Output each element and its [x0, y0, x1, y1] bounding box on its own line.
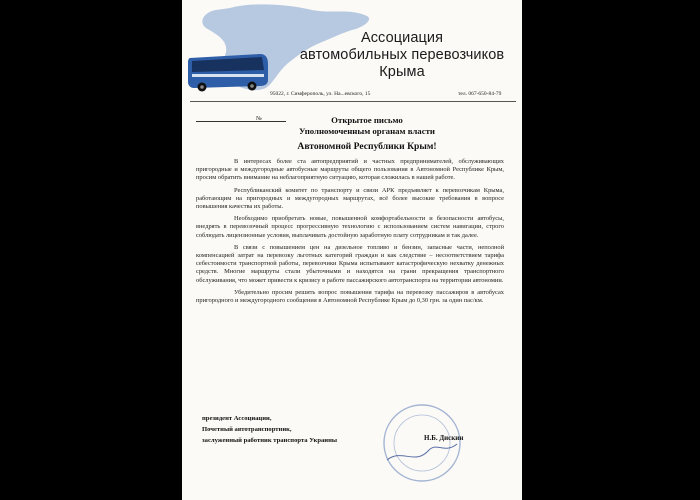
- letter-number-sign: №: [256, 116, 262, 122]
- address: 95022, г. Симферополь, ул. На...евского, 15: [270, 91, 371, 97]
- org-line-3: Крыма: [379, 64, 425, 80]
- letter-page: [182, 0, 522, 500]
- paragraph: Убедительно просим решить вопрос повышения тарифа на перевозку пассажиров в автобусах пригородного и междугородного сообщения в Автономной Республике Крым до 0,30 грн. за один пас/км.: [196, 288, 504, 305]
- org-line-2: автомобильных перевозчиков: [299, 47, 505, 63]
- signer-name: Н.Б. Дискин: [424, 434, 464, 442]
- signature-line-2: Почетный автотранспортник,: [202, 426, 292, 433]
- letter-title: Открытое письмо: [331, 115, 403, 125]
- paragraph: В связи с повышением цен на дизельное топливо и бензин, запасные части, неполной компенсацией затрат на перевозку льготных категорий граждан и как следствие – несоответствием тарифа себестоимости транспортной работы, перевозчики Крыма испытывают катастрофическую нехватку денежных средств. Многие маршруты стали убыточными и находятся на грани прекращения транспортного обслуживания, что может привести к кризису в работе пассажирского автотранспорта на территории автономии.: [196, 243, 504, 284]
- letter-titles: [252, 115, 482, 154]
- paragraph: Необходимо приобретать новые, повышенной комфортабельности и безопасности автобусы, внедрять в перевозочный процесс прогрессивную технологию с использованием систем навигации, строго соблюдать лицензионные условия, выплачивать достойную заработную плату сотрудникам и так далее.: [196, 215, 504, 239]
- org-line-1: Ассоциация: [360, 30, 444, 46]
- paragraph: Республиканский комитет по транспорту и связи АРК предъявляет к перевозчикам Крыма, работающим на пригородных и междугородных маршрутах, всё более высокие требования в вопросе повышения качества их работы.: [196, 186, 504, 211]
- letterhead: [182, 0, 522, 92]
- signature-line-1: президент Ассоциации,: [202, 415, 272, 422]
- paragraph: В интересах более ста автопредприятий и частных предпринимателей, обслуживающих пригородные и междугородные автобусные маршруты общего пользования в Автономной Республике Крым, просим обратить внимание на неблагоприятную ситуацию, которая сложилась в нашей работе.: [196, 158, 504, 182]
- handwritten-signature: [387, 444, 457, 460]
- official-stamp: [377, 398, 467, 488]
- letter-body: [196, 158, 504, 309]
- bus-icon: [188, 54, 268, 92]
- letter-addressee-2: Автономной Республики Крым!: [297, 141, 437, 152]
- header-divider: [190, 101, 516, 102]
- organization-name: [282, 30, 522, 81]
- letter-addressee-1: Уполномоченным органам власти: [298, 126, 436, 136]
- signature-block: [202, 413, 337, 446]
- phone: тел. 067-650-84-79: [458, 91, 502, 97]
- signature-line-3: заслуженный работник транспорта Украины: [202, 437, 338, 444]
